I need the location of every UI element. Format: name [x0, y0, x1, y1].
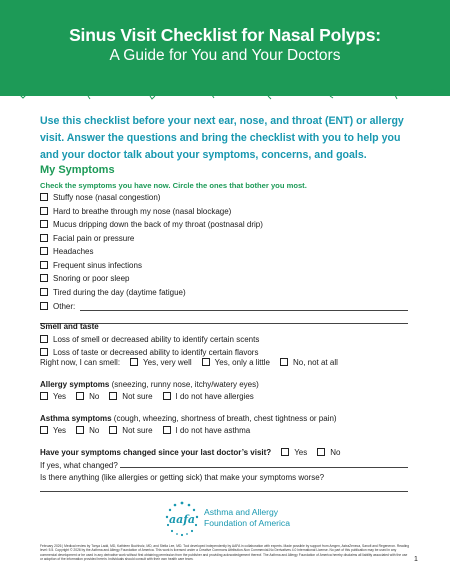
- intro-line: Use this checklist before your next ear, nose, and throat (ENT) or allergy: [40, 115, 404, 127]
- allergy-detail: (sneezing, runny nose, itchy/watery eyes): [109, 379, 259, 389]
- my-symptoms-instruction: Check the symptoms you have now. Circle the ones that bother you most.: [40, 181, 307, 190]
- asthma-heading: Asthma symptoms: [40, 413, 112, 423]
- checkbox[interactable]: [40, 288, 48, 296]
- checkbox[interactable]: [40, 234, 48, 242]
- symptom-label: Headaches: [53, 246, 94, 256]
- symptom-row: [40, 232, 134, 244]
- allergy-heading: Allergy symptoms: [40, 379, 110, 389]
- page-number: 1: [414, 556, 418, 563]
- smell-row: [40, 333, 259, 345]
- checkbox[interactable]: [40, 392, 48, 400]
- intro-line: visit. Answer the questions and bring the checklist with you to help you: [40, 132, 401, 144]
- smell-question: Right now, I can smell:: [40, 357, 121, 367]
- changes-row: [40, 446, 340, 458]
- worse-write-in-line[interactable]: [40, 491, 408, 492]
- checkbox[interactable]: [163, 392, 171, 400]
- worse-question: Is there anything (like allergies or getting sick) that make your symptoms worse?: [40, 472, 325, 482]
- symptom-label: Snoring or poor sleep: [53, 273, 130, 283]
- asthma-options-row: [40, 424, 250, 436]
- checkbox[interactable]: [40, 207, 48, 215]
- fine-print: February 2026 | Medical review by Tonya Ladd, MD, Kathleen Buchholz, MD, and Stella Lee, MD. Tool developed independently by AAFA in collaboration with experts. Made possible by support from Amgen, AstraZeneca, Sanofi and Regeneron. Reading level: 5.5. Copyright © 2026 by the Asthma and Allergy Foundation of America. This work is licensed under a Creative Commons Attribution-Non Commercial-No Derivatives 4.0 International License. No part of this publication may be used in any commercial development or be used in any derivative work without first obtaining permission from the publisher and providing acknowledgement thereof. The Asthma and Allergy Foundation of America hereby disclaims all liability associated with the use or adoption of the information provided herein. Individuals should consult with their own health care team.: [40, 544, 410, 561]
- checkbox[interactable]: [163, 426, 171, 434]
- checkbox[interactable]: [202, 358, 210, 366]
- symptom-row: [40, 300, 75, 312]
- smell-heading: Smell and taste: [40, 321, 99, 331]
- option-label: No, not at all: [292, 357, 338, 367]
- checkbox[interactable]: [76, 392, 84, 400]
- checkbox[interactable]: [40, 274, 48, 282]
- option-label: No: [330, 447, 341, 457]
- smell-now-row: [40, 356, 338, 368]
- option-label: Yes: [53, 425, 67, 435]
- checkbox[interactable]: [40, 220, 48, 228]
- symptom-row: [40, 245, 93, 257]
- changes-write-in-line[interactable]: [120, 467, 408, 468]
- checkbox[interactable]: [40, 261, 48, 269]
- checkbox[interactable]: [40, 247, 48, 255]
- symptom-label: Hard to breathe through my nose (nasal blockage): [53, 206, 232, 216]
- option-label: No: [89, 391, 100, 401]
- changes-question: Have your symptoms changed since your last doctor’s visit?: [40, 447, 272, 457]
- aafa-logo-name: [204, 507, 290, 528]
- allergy-heading-row: [40, 378, 259, 390]
- option-label: I do not have asthma: [175, 425, 251, 435]
- checkbox[interactable]: [109, 426, 117, 434]
- logo-line: Asthma and Allergy: [204, 507, 279, 517]
- symptom-label: Stuffy nose (nasal congestion): [53, 192, 161, 202]
- taste-label: Loss of taste or decreased ability to identify certain flavors: [53, 347, 259, 357]
- checkbox[interactable]: [109, 392, 117, 400]
- option-label: No: [89, 425, 100, 435]
- checkbox[interactable]: [40, 348, 48, 356]
- checkbox[interactable]: [317, 448, 325, 456]
- symptom-label: Other:: [53, 301, 76, 311]
- intro-text: [40, 113, 420, 164]
- checkbox[interactable]: [40, 302, 48, 310]
- my-symptoms-heading: My Symptoms: [40, 164, 115, 176]
- checkbox[interactable]: [40, 335, 48, 343]
- aafa-logo-mark: [162, 499, 202, 539]
- option-label: I do not have allergies: [175, 391, 254, 401]
- checkbox[interactable]: [281, 448, 289, 456]
- allergy-options-row: [40, 390, 254, 402]
- aafa-logo: [162, 499, 322, 539]
- symptom-row: [40, 286, 186, 298]
- checkbox[interactable]: [76, 426, 84, 434]
- option-label: Yes, very well: [143, 357, 192, 367]
- checkbox[interactable]: [40, 193, 48, 201]
- asthma-heading-row: [40, 412, 337, 424]
- option-label: Yes, only a little: [214, 357, 270, 367]
- asthma-detail: (cough, wheezing, shortness of breath, chest tightness or pain): [111, 413, 337, 423]
- checkbox[interactable]: [40, 426, 48, 434]
- symptom-label: Facial pain or pressure: [53, 233, 135, 243]
- banner-brush-edge: [0, 82, 450, 104]
- symptom-row: [40, 272, 130, 284]
- symptom-row: [40, 191, 160, 203]
- page-title: Sinus Visit Checklist for Nasal Polyps:: [69, 25, 381, 45]
- symptom-label: Tired during the day (daytime fatigue): [53, 287, 186, 297]
- logo-line: Foundation of America: [204, 517, 290, 528]
- option-label: Yes: [294, 447, 308, 457]
- changes-followup: If yes, what changed?: [40, 460, 118, 470]
- symptom-label: Mucus dripping down the back of my throat (postnasal drip): [53, 219, 263, 229]
- symptom-label: Frequent sinus infections: [53, 260, 142, 270]
- smell-label: Loss of smell or decreased ability to identify certain scents: [53, 334, 260, 344]
- option-label: Not sure: [122, 425, 153, 435]
- other-write-in-line[interactable]: [80, 310, 408, 311]
- symptom-row: [40, 218, 263, 230]
- symptom-row: [40, 205, 231, 217]
- page-subtitle: A Guide for You and Your Doctors: [109, 47, 341, 64]
- checkbox[interactable]: [280, 358, 288, 366]
- checkbox[interactable]: [130, 358, 138, 366]
- option-label: Not sure: [122, 391, 153, 401]
- option-label: Yes: [53, 391, 67, 401]
- symptom-row: [40, 259, 142, 271]
- intro-line: and your doctor talk about your symptoms, concerns, and goals.: [40, 149, 367, 161]
- aafa-logo-letters: aafa: [168, 513, 196, 526]
